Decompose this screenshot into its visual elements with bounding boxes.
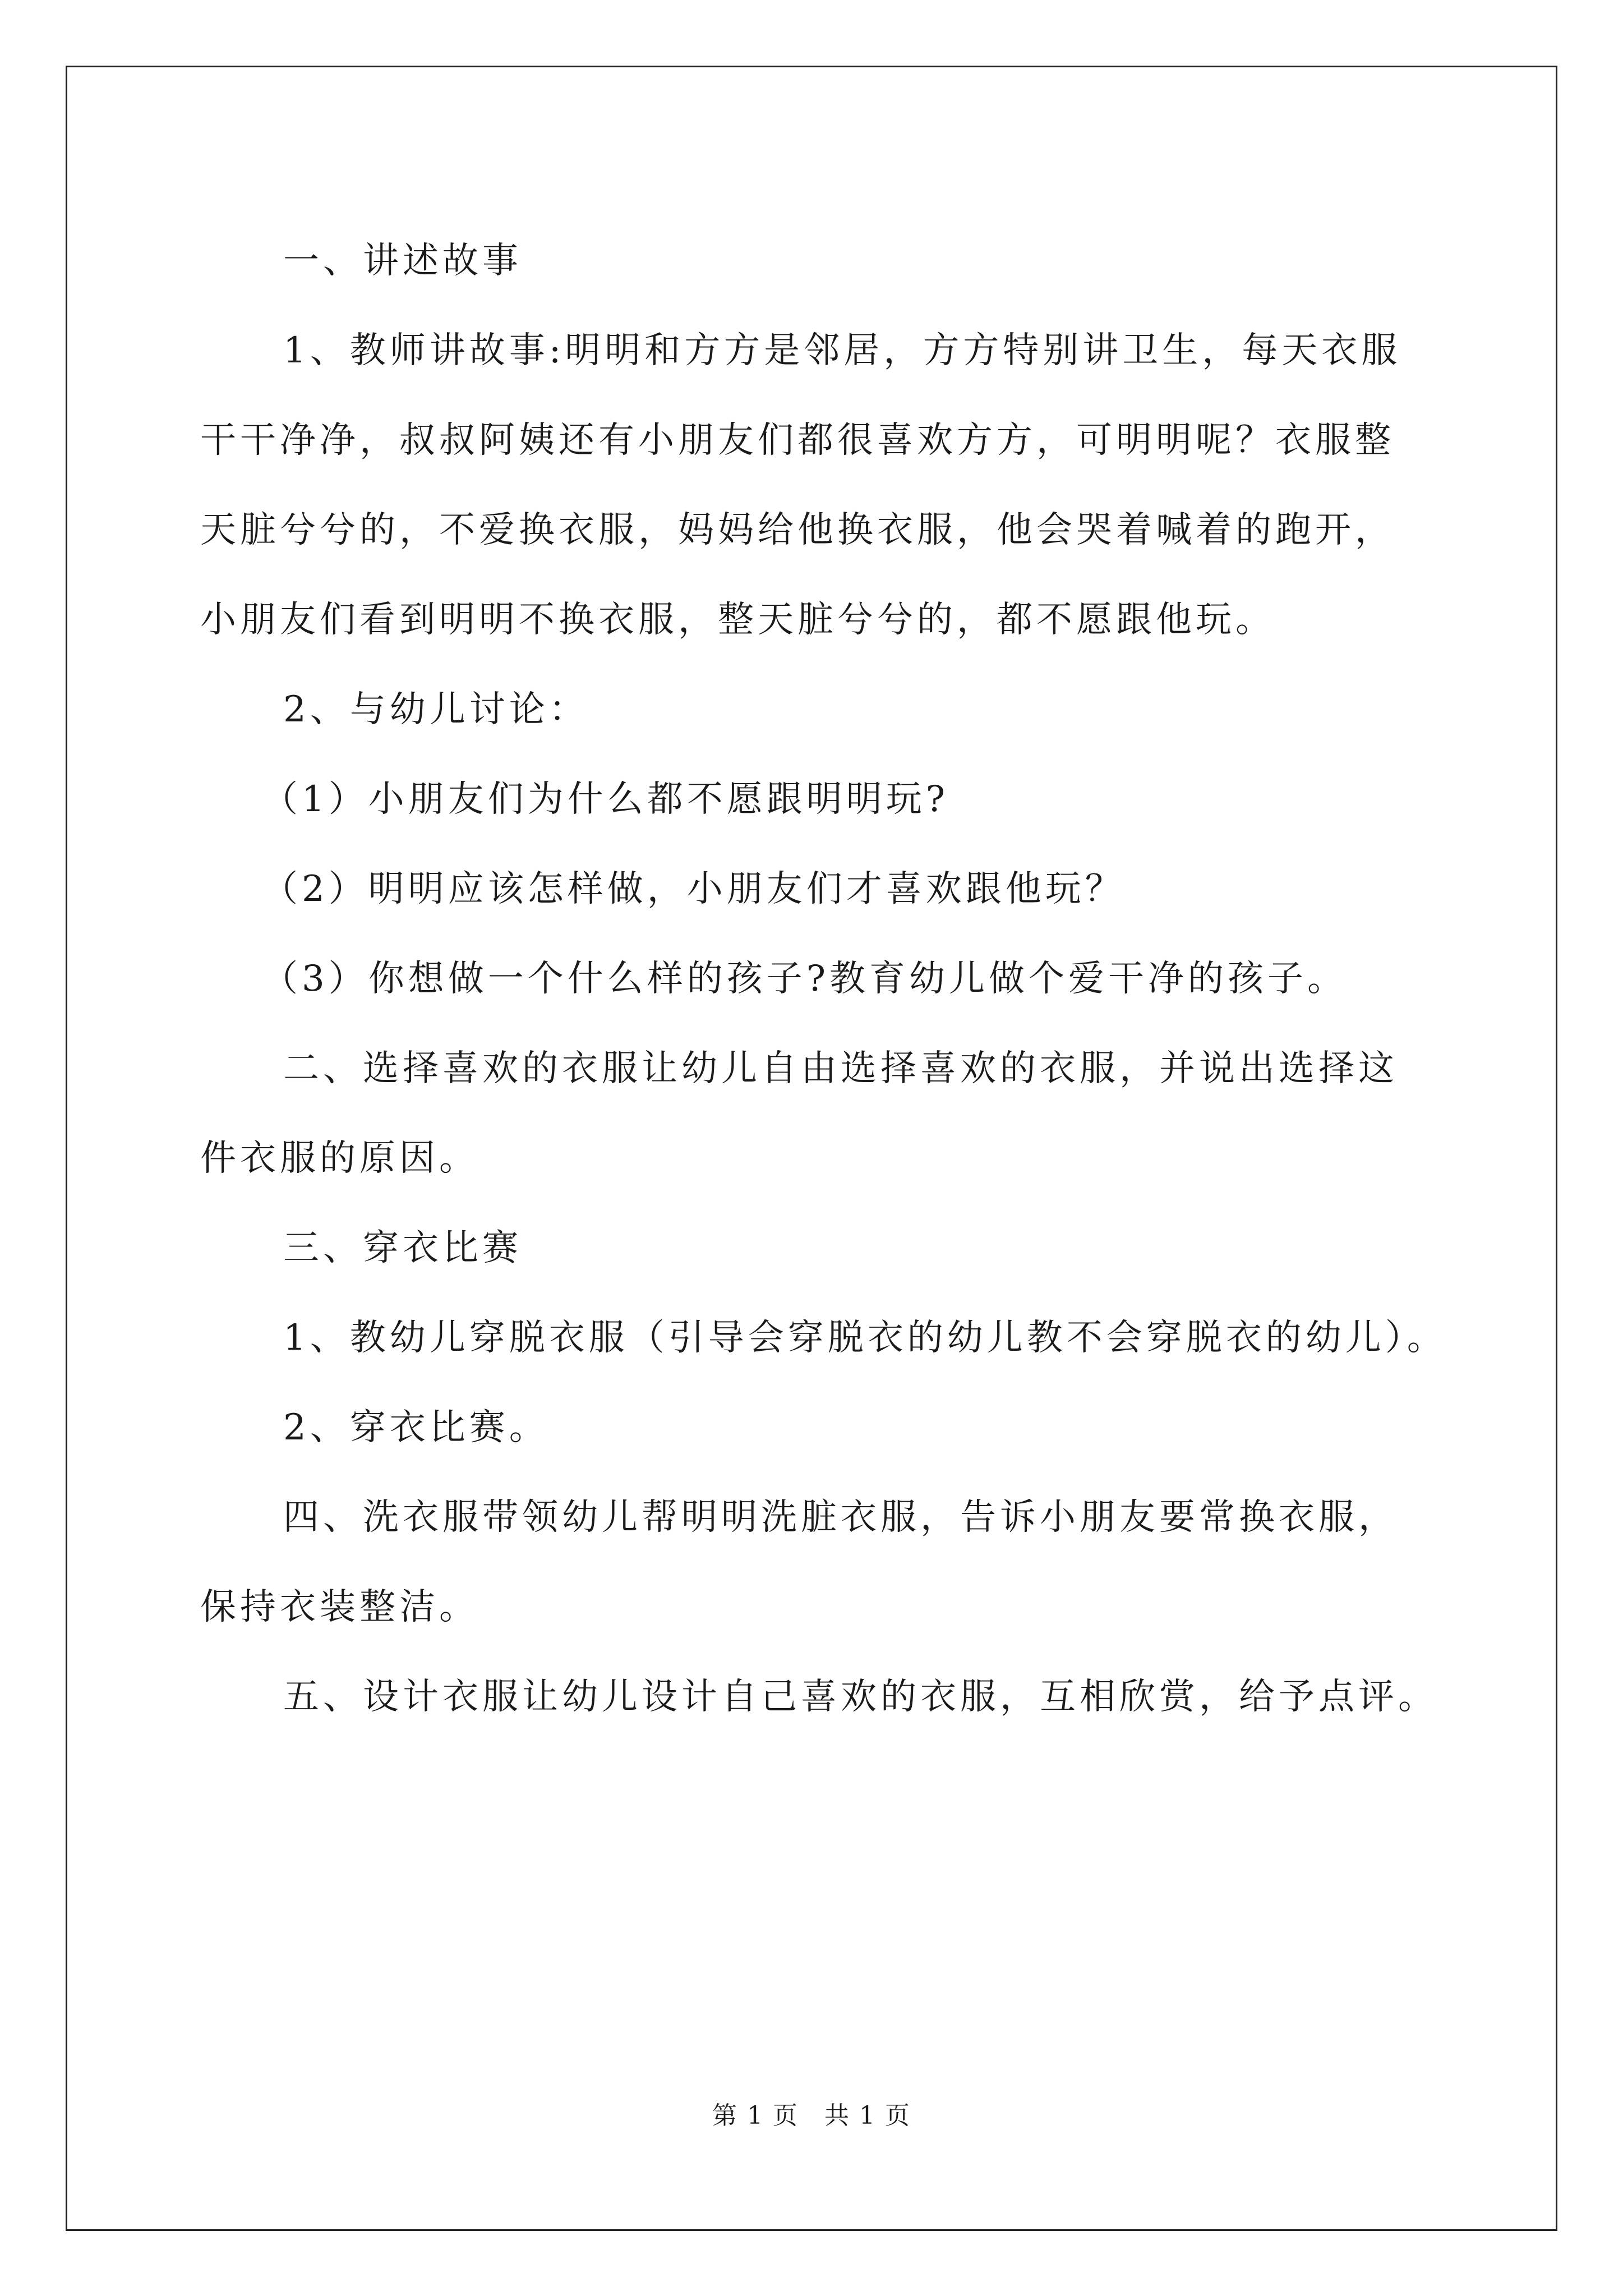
- section-2-paragraph: [200, 1024, 1440, 1114]
- question-item: [200, 754, 1440, 844]
- story-paragraph: [200, 306, 1440, 395]
- section-heading-1: [200, 216, 1440, 306]
- paragraph-line: 四、洗衣服带领幼儿帮明明洗脏衣服，告诉小朋友要常换衣服，: [283, 1497, 1398, 1538]
- paragraph-line: 保持衣装整洁。: [200, 1586, 479, 1628]
- paragraph-line: （3）你想做一个什么样的孩子?教育幼儿做个爱干净的孩子。: [262, 958, 1348, 1000]
- story-paragraph-cont: [200, 575, 1440, 665]
- discussion-heading: [200, 665, 1440, 754]
- paragraph-line: 小朋友们看到明明不换衣服，整天脏兮兮的，都不愿跟他玩。: [200, 599, 1275, 641]
- paragraph-line: 件衣服的原因。: [200, 1138, 479, 1179]
- story-paragraph-cont: [200, 485, 1440, 575]
- paragraph-line: 天脏兮兮的，不爱换衣服，妈妈给他换衣服，他会哭着喊着的跑开，: [200, 509, 1395, 551]
- section-2-paragraph-cont: [200, 1114, 1440, 1203]
- paragraph-line: 2、穿衣比赛。: [283, 1407, 549, 1448]
- page-footer: [0, 2095, 1623, 2131]
- paragraph-line: （1）小朋友们为什么都不愿跟明明玩?: [262, 779, 949, 820]
- list-item: [200, 1383, 1440, 1473]
- paragraph-line: 一、讲述故事: [283, 240, 522, 282]
- document-body: [200, 216, 1447, 1742]
- story-paragraph-cont: [200, 395, 1440, 485]
- paragraph-line: 1、教师讲故事:明明和方方是邻居，方方特别讲卫生，每天衣服: [283, 330, 1401, 371]
- paragraph-line: 干干净净，叔叔阿姨还有小朋友们都很喜欢方方，可明明呢？衣服整: [200, 420, 1395, 461]
- section-5-paragraph: [200, 1652, 1440, 1742]
- paragraph-line: （2）明明应该怎样做，小朋友们才喜欢跟他玩？: [262, 868, 1125, 910]
- paragraph-line: 2、与幼儿讨论：: [283, 689, 589, 730]
- paragraph-line: 三、穿衣比赛: [283, 1227, 522, 1269]
- paragraph-line: 1、教幼儿穿脱衣服（引导会穿脱衣的幼儿教不会穿脱衣的幼儿）。: [283, 1317, 1447, 1359]
- list-item: [200, 1293, 1447, 1383]
- section-heading-3: [200, 1203, 1440, 1293]
- question-item: [200, 934, 1440, 1024]
- section-4-paragraph-cont: [200, 1562, 1440, 1652]
- question-item: [200, 844, 1440, 934]
- paragraph-line: 二、选择喜欢的衣服让幼儿自由选择喜欢的衣服，并说出选择这: [283, 1048, 1398, 1089]
- section-4-paragraph: [200, 1473, 1440, 1562]
- paragraph-line: 五、设计衣服让幼儿设计自己喜欢的衣服，互相欣赏，给予点评。: [283, 1676, 1438, 1718]
- page-number: 第 1 页 共 1 页: [712, 2101, 911, 2130]
